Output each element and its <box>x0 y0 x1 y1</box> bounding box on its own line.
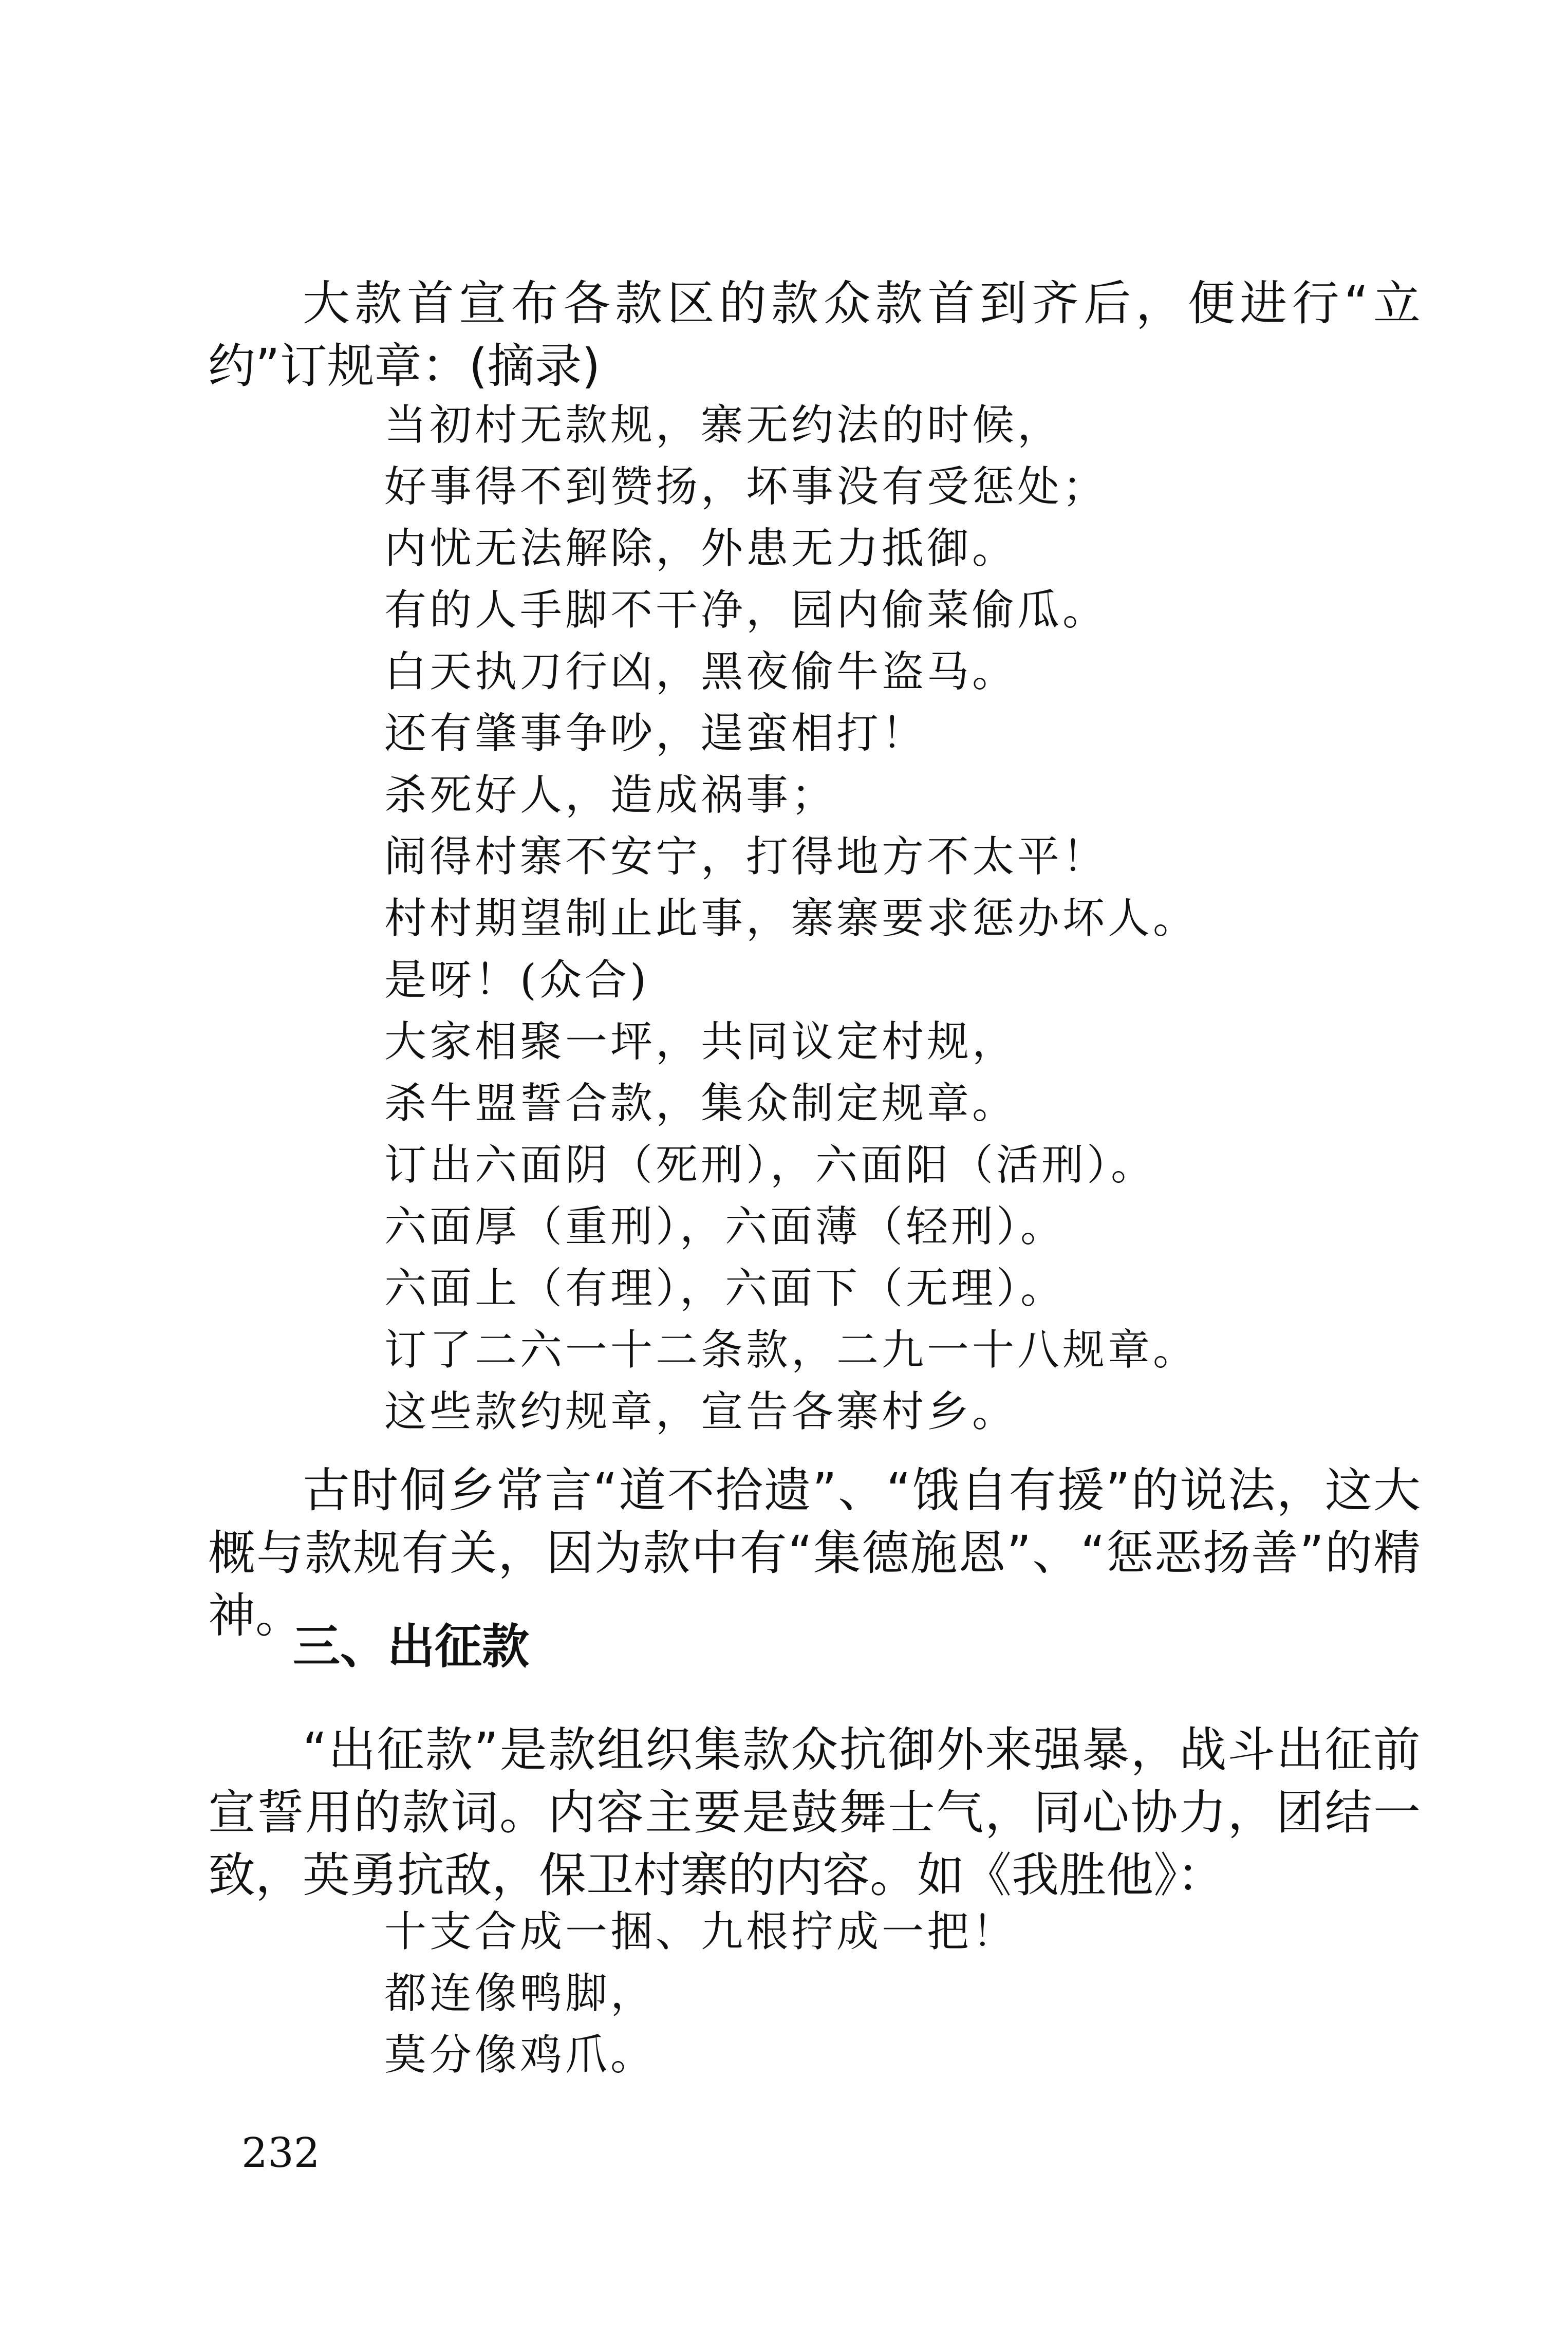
paragraph-text: 大款首宣布各款区的款众款首到齐后，便进行“立约”订规章：(摘录) <box>208 276 1421 394</box>
verse-line: 六面上（有理），六面下（无理）。 <box>384 1264 1066 1313</box>
section-heading: 三、出征款 <box>293 1619 530 1674</box>
verse-line: 莫分像鸡爪。 <box>384 2031 656 2080</box>
verse-line: 白天执刀行凶，黑夜偷牛盗马。 <box>384 647 1018 696</box>
verse-line: 订出六面阴（死刑），六面阳（活刑）。 <box>384 1141 1156 1190</box>
verse-line: 大家相聚一坪，共同议定村规， <box>384 1017 1018 1066</box>
verse-block-rules <box>384 395 1198 1443</box>
verse-line: 十支合成一捆、九根拧成一把！ <box>384 1907 1018 1956</box>
verse-line: 是呀！(众合) <box>384 956 649 1005</box>
verse-line: 都连像鸭脚， <box>384 1969 656 2018</box>
verse-line: 好事得不到赞扬，坏事没有受惩处； <box>384 462 1108 511</box>
verse-line: 闹得村寨不安宁，打得地方不太平！ <box>384 832 1108 881</box>
verse-line: 杀牛盟誓合款，集众制定规章。 <box>384 1079 1018 1128</box>
page-number: 232 <box>241 2129 320 2177</box>
verse-line: 六面厚（重刑），六面薄（轻刑）。 <box>384 1202 1066 1251</box>
verse-line: 还有肇事争吵，逞蛮相打！ <box>384 709 927 758</box>
verse-line: 订了二六一十二条款，二九一十八规章。 <box>384 1326 1199 1375</box>
paragraph-text: “出征款”是款组织集款众抗御外来强暴，战斗出征前宣誓用的款词。内容主要是鼓舞士气，同心协力，团结一致，英勇抗敌，保卫村寨的内容。如《我胜他》： <box>208 1722 1421 1903</box>
verse-block-war-oath <box>384 1901 1017 2086</box>
paragraph-text: 古时侗乡常言“道不拾遗”、“饿自有援”的说法，这大概与款规有关，因为款中有“集德施恩”、“惩恶扬善”的精神。 <box>208 1463 1421 1643</box>
verse-line: 内忧无法解除，外患无力抵御。 <box>384 524 1018 573</box>
verse-line: 有的人手脚不干净，园内偷菜偷瓜。 <box>384 586 1108 635</box>
verse-line: 当初村无款规，寨无约法的时候， <box>384 401 1063 450</box>
intro-paragraph <box>208 272 1421 398</box>
verse-line: 这些款约规章，宣告各寨村乡。 <box>384 1387 1018 1436</box>
section-paragraph <box>208 1719 1421 1907</box>
verse-line: 杀死好人，造成祸事； <box>384 771 837 820</box>
verse-line: 村村期望制止此事，寨寨要求惩办坏人。 <box>384 894 1199 943</box>
